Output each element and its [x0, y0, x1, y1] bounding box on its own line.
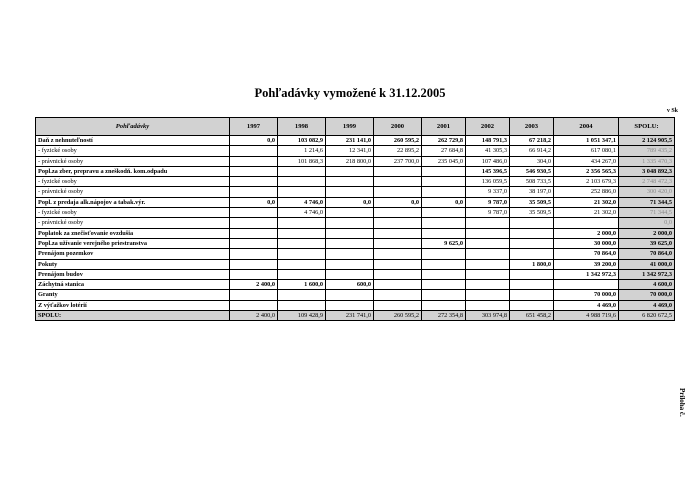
- table-cell: [326, 228, 374, 238]
- table-cell: 0,0: [422, 197, 466, 207]
- table-cell: 235 045,0: [422, 156, 466, 166]
- table-cell: 218 800,0: [326, 156, 374, 166]
- table-row: [36, 156, 675, 166]
- table-row: [36, 208, 675, 218]
- table-row: [36, 218, 675, 228]
- table-cell: [278, 166, 326, 176]
- table-cell: 27 684,8: [422, 146, 466, 156]
- table-cell: 70 864,0: [554, 249, 619, 259]
- table-cell: 4 469,0: [554, 300, 619, 310]
- row-total-cell: 1 335 470,3: [619, 156, 675, 166]
- table-cell: 4 746,0: [278, 208, 326, 218]
- table-cell: 38 197,0: [510, 187, 554, 197]
- table-cell: [278, 249, 326, 259]
- table-cell: 651 458,2: [510, 311, 554, 321]
- table-cell: [230, 177, 278, 187]
- table-cell: [510, 280, 554, 290]
- row-label: Prenájom pozemkov: [36, 249, 230, 259]
- row-label: SPOLU:: [36, 311, 230, 321]
- table-cell: 22 895,2: [374, 146, 422, 156]
- table-cell: 260 595,2: [374, 136, 422, 146]
- table-cell: 4 988 719,6: [554, 311, 619, 321]
- table-cell: 12 341,0: [326, 146, 374, 156]
- row-total-cell: 70 864,0: [619, 249, 675, 259]
- table-cell: [510, 228, 554, 238]
- column-header: 2004: [554, 118, 619, 136]
- table-cell: [374, 269, 422, 279]
- table-cell: [278, 228, 326, 238]
- row-total-cell: 300 420,0: [619, 187, 675, 197]
- table-cell: [326, 166, 374, 176]
- table-cell: 252 886,0: [554, 187, 619, 197]
- unit-label: v Sk: [666, 108, 678, 114]
- table-cell: 148 791,3: [466, 136, 510, 146]
- column-header: 2001: [422, 118, 466, 136]
- table-cell: 21 302,0: [554, 208, 619, 218]
- table-cell: [230, 228, 278, 238]
- table-cell: 35 509,5: [510, 208, 554, 218]
- table-cell: [374, 249, 422, 259]
- table-cell: [278, 259, 326, 269]
- table-cell: [374, 300, 422, 310]
- column-header: SPOLU:: [619, 118, 675, 136]
- table-cell: [422, 218, 466, 228]
- table-cell: [510, 300, 554, 310]
- table-cell: 1 051 347,1: [554, 136, 619, 146]
- row-total-cell: 2 000,0: [619, 228, 675, 238]
- table-cell: [422, 269, 466, 279]
- table-cell: 231 741,0: [326, 311, 374, 321]
- table-row: [36, 259, 675, 269]
- row-total-cell: 1 342 972,3: [619, 269, 675, 279]
- table-cell: 600,0: [326, 280, 374, 290]
- table-cell: [422, 166, 466, 176]
- table-cell: [374, 228, 422, 238]
- row-label: Popl.za zber, prepravu a zneškodň. kom.odpadu: [36, 166, 230, 176]
- table-cell: [466, 249, 510, 259]
- table-cell: [466, 280, 510, 290]
- table-cell: 35 509,5: [510, 197, 554, 207]
- table-cell: 262 729,8: [422, 136, 466, 146]
- row-total-cell: 0,0: [619, 218, 675, 228]
- table-row: [36, 228, 675, 238]
- table-cell: 0,0: [374, 197, 422, 207]
- table-cell: 272 354,8: [422, 311, 466, 321]
- table-cell: 9 787,0: [466, 208, 510, 218]
- row-label: - právnické osoby: [36, 218, 230, 228]
- table-cell: [510, 238, 554, 248]
- table-cell: [466, 269, 510, 279]
- row-label: Popl.za užívanie verejného priestranstva: [36, 238, 230, 248]
- row-total-cell: 70 000,0: [619, 290, 675, 300]
- table-cell: [278, 290, 326, 300]
- table-cell: [374, 280, 422, 290]
- table-cell: [422, 249, 466, 259]
- table-cell: 39 200,0: [554, 259, 619, 269]
- table-cell: [326, 290, 374, 300]
- column-header-label: Pohľadávky: [36, 118, 230, 136]
- table-cell: [422, 177, 466, 187]
- table-cell: [230, 269, 278, 279]
- table-cell: 2 356 565,3: [554, 166, 619, 176]
- row-label: Poplatok za znečisťovanie ovzdušia: [36, 228, 230, 238]
- row-label: Záchytná stanica: [36, 280, 230, 290]
- table-cell: [466, 300, 510, 310]
- table-cell: [466, 259, 510, 269]
- table-cell: 231 141,0: [326, 136, 374, 146]
- table-row: [36, 166, 675, 176]
- table-cell: [374, 187, 422, 197]
- table-cell: 101 868,3: [278, 156, 326, 166]
- table-cell: 9 787,0: [466, 197, 510, 207]
- row-total-cell: 4 600,0: [619, 280, 675, 290]
- table-cell: [510, 269, 554, 279]
- table-cell: 303 974,8: [466, 311, 510, 321]
- table-cell: [422, 228, 466, 238]
- table-cell: [466, 218, 510, 228]
- table-cell: [278, 177, 326, 187]
- table-cell: [466, 290, 510, 300]
- table-cell: 2 000,0: [554, 228, 619, 238]
- table-cell: [510, 218, 554, 228]
- table-cell: [326, 218, 374, 228]
- table-cell: [466, 228, 510, 238]
- table-cell: [230, 259, 278, 269]
- column-header: 2000: [374, 118, 422, 136]
- table-row: [36, 177, 675, 187]
- row-total-cell: 41 000,0: [619, 259, 675, 269]
- table-cell: [326, 177, 374, 187]
- table-cell: [422, 259, 466, 269]
- table-cell: [374, 208, 422, 218]
- table-row: [36, 290, 675, 300]
- table-cell: [230, 208, 278, 218]
- table-row: [36, 249, 675, 259]
- table-cell: 508 733,5: [510, 177, 554, 187]
- table-cell: [230, 146, 278, 156]
- table-cell: 103 082,9: [278, 136, 326, 146]
- table-cell: 1 214,6: [278, 146, 326, 156]
- table-row: [36, 238, 675, 248]
- row-total-cell: 39 625,0: [619, 238, 675, 248]
- receivables-table: [35, 117, 675, 321]
- table-cell: [422, 187, 466, 197]
- table-cell: [374, 259, 422, 269]
- table-cell: 2 400,0: [230, 280, 278, 290]
- row-total-cell: 3 048 892,3: [619, 166, 675, 176]
- column-header: 2003: [510, 118, 554, 136]
- table-cell: 434 267,0: [554, 156, 619, 166]
- table-cell: [374, 177, 422, 187]
- table-cell: [278, 300, 326, 310]
- table-cell: 9 625,0: [422, 238, 466, 248]
- table-cell: [230, 218, 278, 228]
- page-title: Pohľadávky vymožené k 31.12.2005: [254, 86, 446, 100]
- table-row: [36, 136, 675, 146]
- table-cell: [230, 156, 278, 166]
- total-row: [36, 311, 675, 321]
- table-header-row: [36, 118, 675, 136]
- row-total-cell: 789 435,2: [619, 146, 675, 156]
- row-label: Pokuty: [36, 259, 230, 269]
- table-cell: 4 746,0: [278, 197, 326, 207]
- table-cell: [326, 259, 374, 269]
- appendix-label: Príloha č.: [678, 388, 686, 417]
- table-cell: 617 080,1: [554, 146, 619, 156]
- row-label: Popl. z predaja alk.nápojov a tabak.výr.: [36, 197, 230, 207]
- table-cell: [278, 218, 326, 228]
- row-label: - fyzické osoby: [36, 177, 230, 187]
- table-cell: [554, 280, 619, 290]
- table-cell: [230, 166, 278, 176]
- table-cell: [278, 269, 326, 279]
- table-cell: [422, 290, 466, 300]
- table-cell: [278, 187, 326, 197]
- row-total-cell: 71 344,5: [619, 208, 675, 218]
- table-row: [36, 280, 675, 290]
- table-cell: 260 595,2: [374, 311, 422, 321]
- table-cell: [422, 300, 466, 310]
- table-row: [36, 197, 675, 207]
- table-cell: 145 396,5: [466, 166, 510, 176]
- row-total-cell: 71 344,5: [619, 197, 675, 207]
- table-row: [36, 187, 675, 197]
- appendix-label-wrapper: [676, 388, 688, 428]
- column-header: 1998: [278, 118, 326, 136]
- table-cell: [326, 238, 374, 248]
- table-cell: [374, 238, 422, 248]
- table-cell: [510, 249, 554, 259]
- table-cell: [230, 290, 278, 300]
- table-cell: 546 930,5: [510, 166, 554, 176]
- row-total-cell: 4 469,0: [619, 300, 675, 310]
- table-cell: [374, 166, 422, 176]
- table-cell: 67 218,2: [510, 136, 554, 146]
- table-cell: [230, 238, 278, 248]
- row-total-cell: 2 748 472,3: [619, 177, 675, 187]
- table-cell: 70 000,0: [554, 290, 619, 300]
- table-row: [36, 146, 675, 156]
- table-cell: [326, 187, 374, 197]
- table-cell: 237 700,0: [374, 156, 422, 166]
- table-cell: [374, 290, 422, 300]
- table-cell: 136 059,5: [466, 177, 510, 187]
- column-header: 1999: [326, 118, 374, 136]
- table-cell: [510, 290, 554, 300]
- table-cell: [326, 300, 374, 310]
- table-cell: [230, 187, 278, 197]
- table-cell: [278, 238, 326, 248]
- table-cell: 1 800,0: [510, 259, 554, 269]
- table-cell: [230, 249, 278, 259]
- table-cell: 9 337,0: [466, 187, 510, 197]
- row-total-cell: 6 820 672,5: [619, 311, 675, 321]
- table-cell: [326, 269, 374, 279]
- table-cell: 30 000,0: [554, 238, 619, 248]
- table-cell: [230, 300, 278, 310]
- table-cell: 66 914,2: [510, 146, 554, 156]
- table-cell: [466, 238, 510, 248]
- row-label: Prenájom budov: [36, 269, 230, 279]
- table-cell: 0,0: [230, 136, 278, 146]
- table-cell: 109 428,9: [278, 311, 326, 321]
- table-cell: 21 302,0: [554, 197, 619, 207]
- table-cell: [374, 218, 422, 228]
- table-row: [36, 300, 675, 310]
- column-header: 1997: [230, 118, 278, 136]
- row-label: - fyzické osoby: [36, 208, 230, 218]
- row-label: - právnické osoby: [36, 156, 230, 166]
- table-cell: 0,0: [230, 197, 278, 207]
- row-label: Granty: [36, 290, 230, 300]
- row-label: - právnické osoby: [36, 187, 230, 197]
- row-total-cell: 2 124 905,5: [619, 136, 675, 146]
- table-cell: [422, 208, 466, 218]
- table-cell: 0,0: [326, 197, 374, 207]
- table-row: [36, 269, 675, 279]
- table-cell: 2 103 679,3: [554, 177, 619, 187]
- table-cell: 41 305,3: [466, 146, 510, 156]
- table-cell: 2 400,0: [230, 311, 278, 321]
- table-cell: 304,0: [510, 156, 554, 166]
- table-cell: [422, 280, 466, 290]
- table-cell: 1 600,0: [278, 280, 326, 290]
- row-label: Daň z nehnuteľností: [36, 136, 230, 146]
- table-cell: 107 486,0: [466, 156, 510, 166]
- column-header: 2002: [466, 118, 510, 136]
- row-label: Z výťažkov lotérií: [36, 300, 230, 310]
- row-label: - fyzické osoby: [36, 146, 230, 156]
- table-cell: 1 342 972,3: [554, 269, 619, 279]
- table-cell: [554, 218, 619, 228]
- table-cell: [326, 208, 374, 218]
- table-cell: [326, 249, 374, 259]
